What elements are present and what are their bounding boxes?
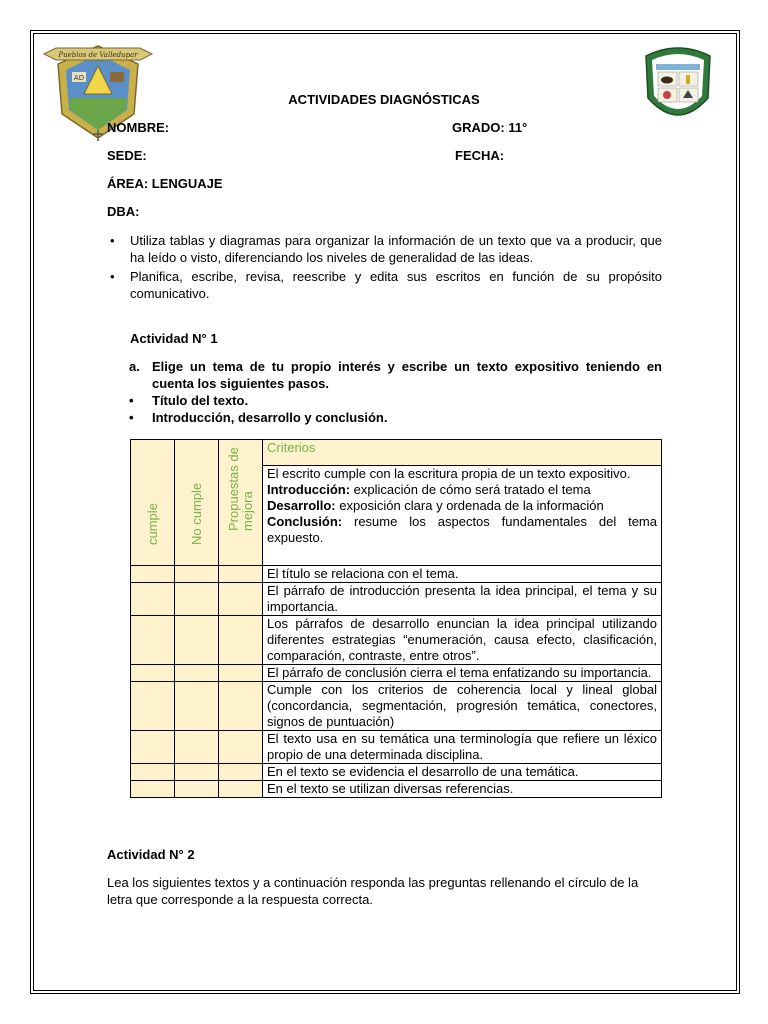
activity-2-instructions: Lea los siguientes textos y a continuación responda las preguntas rellenando el círculo de la letra que corresponde a la respuesta correcta. <box>107 875 639 907</box>
school-crest-logo <box>642 42 714 128</box>
propuestas-cell[interactable] <box>219 682 263 731</box>
no-cumple-cell[interactable] <box>175 616 219 665</box>
propuestas-cell[interactable] <box>219 781 263 798</box>
table-row <box>131 583 662 616</box>
table-row <box>131 682 662 731</box>
no-cumple-cell[interactable] <box>175 682 219 731</box>
table-row <box>131 731 662 764</box>
cumple-cell[interactable] <box>131 665 175 682</box>
propuestas-cell[interactable] <box>219 566 263 583</box>
dba-list <box>130 232 662 304</box>
step-bullet-text: Título del texto. <box>152 393 249 408</box>
criterion-text: El título se relaciona con el tema. <box>263 566 662 583</box>
col-header-no-cumple: No cumple <box>175 440 219 566</box>
cumple-cell[interactable] <box>131 616 175 665</box>
no-cumple-cell[interactable] <box>175 665 219 682</box>
document-title: ACTIVIDADES DIAGNÓSTICAS <box>288 92 480 107</box>
date-label: FECHA: <box>455 148 505 163</box>
step-a-text: Elige un tema de tu propio interés y escribe un texto expositivo teniendo en cuenta los siguientes pasos. <box>152 359 662 391</box>
grade-label: GRADO: 11° <box>452 120 528 135</box>
cumple-cell[interactable] <box>131 731 175 764</box>
sede-label: SEDE: <box>107 148 147 163</box>
table-row <box>131 566 662 583</box>
col-header-cumple: cumple <box>131 440 175 566</box>
no-cumple-cell[interactable] <box>175 566 219 583</box>
cumple-cell[interactable] <box>131 682 175 731</box>
area-label: ÁREA: LENGUAJE <box>107 176 223 191</box>
propuestas-cell[interactable] <box>219 583 263 616</box>
col-header-propuestas: Propuestas de mejora <box>219 440 263 566</box>
cumple-cell[interactable] <box>131 781 175 798</box>
propuestas-cell[interactable] <box>219 665 263 682</box>
criterion-text: Los párrafos de desarrollo enuncian la idea principal utilizando diferentes estrategias “enumeración, causa efecto, clasificación, comparación, contraste, entre otros”. <box>263 616 662 665</box>
cumple-cell[interactable] <box>131 583 175 616</box>
dba-item: • Planifica, escribe, revisa, reescribe y edita sus escritos en función de su propósito comunicativo. <box>130 268 662 302</box>
cumple-cell[interactable] <box>131 764 175 781</box>
criterios-header: Criterios <box>263 440 662 466</box>
criterion-text: El texto usa en su temática una terminología que refiere un léxico propio de una determinada disciplina. <box>263 731 662 764</box>
criterion-text: El párrafo de introducción presenta la idea principal, el tema y su importancia. <box>263 583 662 616</box>
criterion-expository: El escrito cumple con la escritura propia de un texto expositivo. Introducción: explicación de cómo será tratado el tema Desarrollo: exposición clara y ordenada de la información Conclusión: resume los aspectos fundamentales del tema expuesto. <box>263 466 662 566</box>
table-row <box>131 781 662 798</box>
table-row <box>131 764 662 781</box>
step-bullet: • Introducción, desarrollo y conclusión. <box>129 410 388 425</box>
no-cumple-cell[interactable] <box>175 764 219 781</box>
criterion-text: En el texto se evidencia el desarrollo de una temática. <box>263 764 662 781</box>
table-header-row <box>131 440 662 466</box>
activity-2-heading: Actividad N° 2 <box>107 847 195 862</box>
cumple-cell[interactable] <box>131 566 175 583</box>
logo-left-text: AD <box>73 74 85 82</box>
step-bullet: • Título del texto. <box>129 393 249 408</box>
step-a <box>129 358 662 392</box>
no-cumple-cell[interactable] <box>175 731 219 764</box>
logo-left-banner: Pueblos de Valledupar <box>58 51 138 59</box>
dba-item: • Utiliza tablas y diagramas para organizar la información de un texto que va a producir, que ha leído o visto, diferenciando los niveles de generalidad de las ideas. <box>130 232 662 266</box>
dba-label: DBA: <box>107 204 140 219</box>
step-a-marker: a. <box>129 359 140 374</box>
no-cumple-cell[interactable] <box>175 583 219 616</box>
step-bullet-text: Introducción, desarrollo y conclusión. <box>152 410 388 425</box>
no-cumple-cell[interactable] <box>175 781 219 798</box>
evaluation-table <box>130 439 662 798</box>
activity-1-heading: Actividad N° 1 <box>130 331 218 346</box>
criterion-text: En el texto se utilizan diversas referencias. <box>263 781 662 798</box>
propuestas-cell[interactable] <box>219 731 263 764</box>
criterion-text: Cumple con los criterios de coherencia local y lineal global (concordancia, segmentación, progresión temática, conectores, signos de puntuación) <box>263 682 662 731</box>
table-row <box>131 616 662 665</box>
propuestas-cell[interactable] <box>219 764 263 781</box>
table-row <box>131 665 662 682</box>
name-label: NOMBRE: <box>107 120 170 135</box>
criterion-text: El párrafo de conclusión cierra el tema enfatizando su importancia. <box>263 665 662 682</box>
propuestas-cell[interactable] <box>219 616 263 665</box>
